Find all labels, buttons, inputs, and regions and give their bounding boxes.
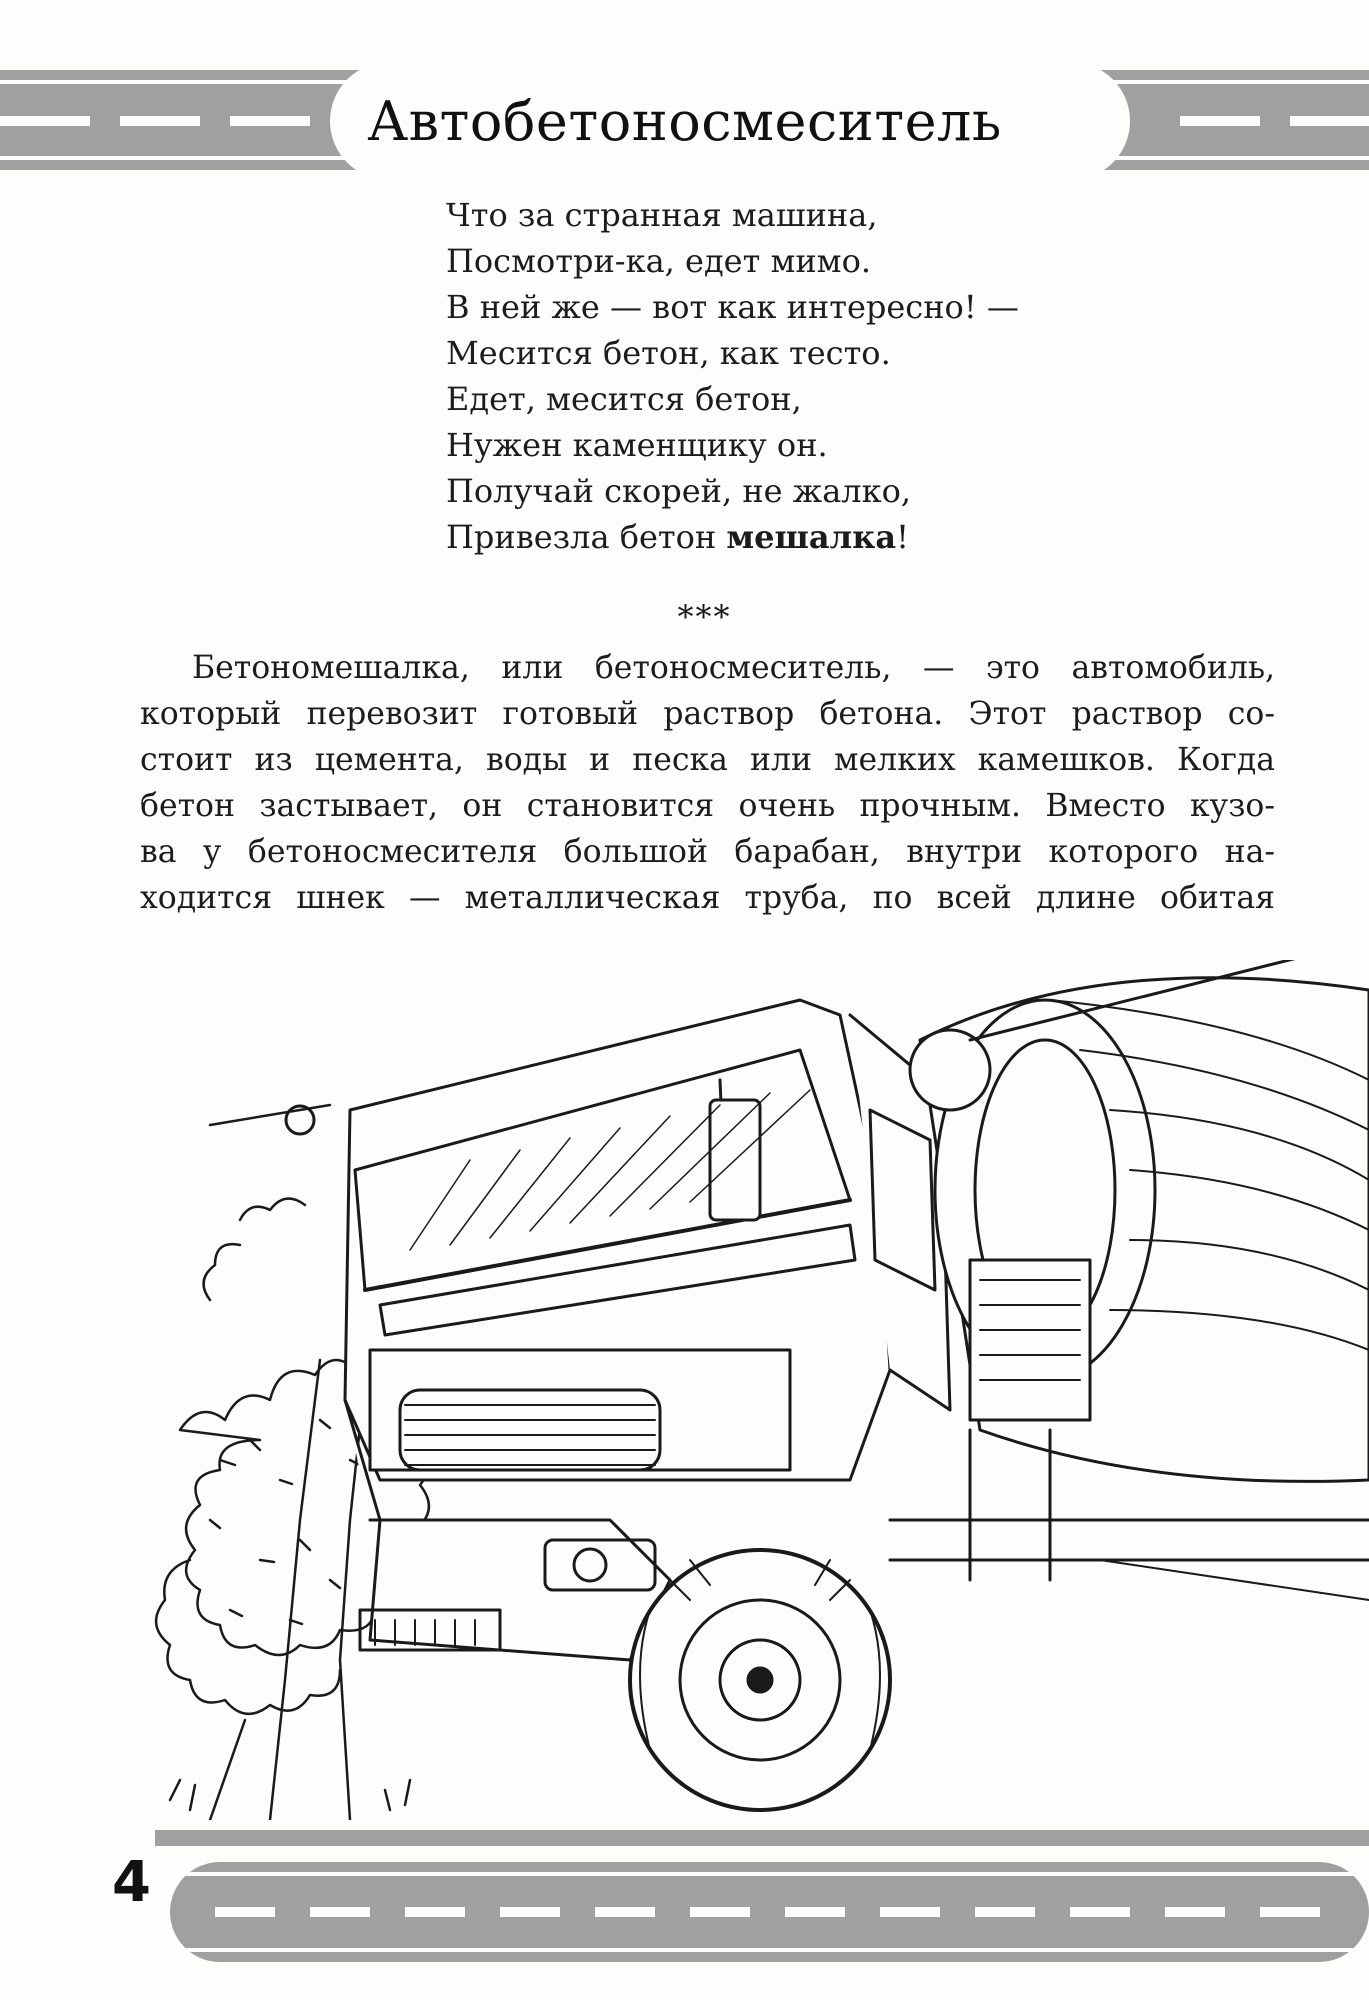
poem-line: Месится бетон, как тесто. — [446, 334, 891, 372]
poem-line: Посмотри-ка, едет мимо. — [446, 242, 871, 280]
page-number: 4 — [112, 1850, 151, 1915]
poem-last-prefix: Привезла бетон — [446, 518, 727, 556]
truck-front-wheel — [630, 1550, 890, 1810]
prose-line: который перевозит готовый раствор бетона. Этот раствор со- — [140, 696, 1275, 732]
poem-last-bold-word: мешалка — [726, 518, 897, 556]
page-title: Автобетоносмеситель — [367, 90, 1002, 153]
poem-line: Получай скорей, не жалко, — [446, 472, 912, 510]
poem-line: В ней же — вот как интересно! — — [446, 288, 1019, 326]
poem-line: Нужен каменщику он. — [446, 426, 828, 464]
poem-line: Что за странная машина, — [446, 196, 878, 234]
prose-line: ва у бетоносмесителя большой барабан, внутри которого на- — [140, 834, 1275, 870]
poem-line-last — [446, 514, 1019, 560]
concrete-mixer-truck-drawing — [150, 960, 1369, 1820]
poem-line: Едет, месится бетон, — [446, 380, 802, 418]
section-separator: *** — [677, 598, 732, 636]
truck-cab — [345, 1000, 950, 1660]
prose-paragraph — [140, 645, 1275, 921]
prose-line: бетон застывает, он становится очень прочным. Вместо кузо- — [140, 788, 1275, 824]
prose-line: ходится шнек — металлическая труба, по всей длине обитая — [140, 880, 1275, 916]
poem — [446, 192, 1019, 560]
mixer-drum — [910, 960, 1369, 1481]
prose-line: Бетономешалка, или бетоносмеситель, — это автомобиль, — [192, 650, 1275, 686]
poem-last-suffix: ! — [896, 518, 909, 556]
bottom-road-decoration — [0, 1830, 1369, 1980]
prose-line: стоит из цемента, воды и песка или мелких камешков. Когда — [140, 742, 1275, 778]
